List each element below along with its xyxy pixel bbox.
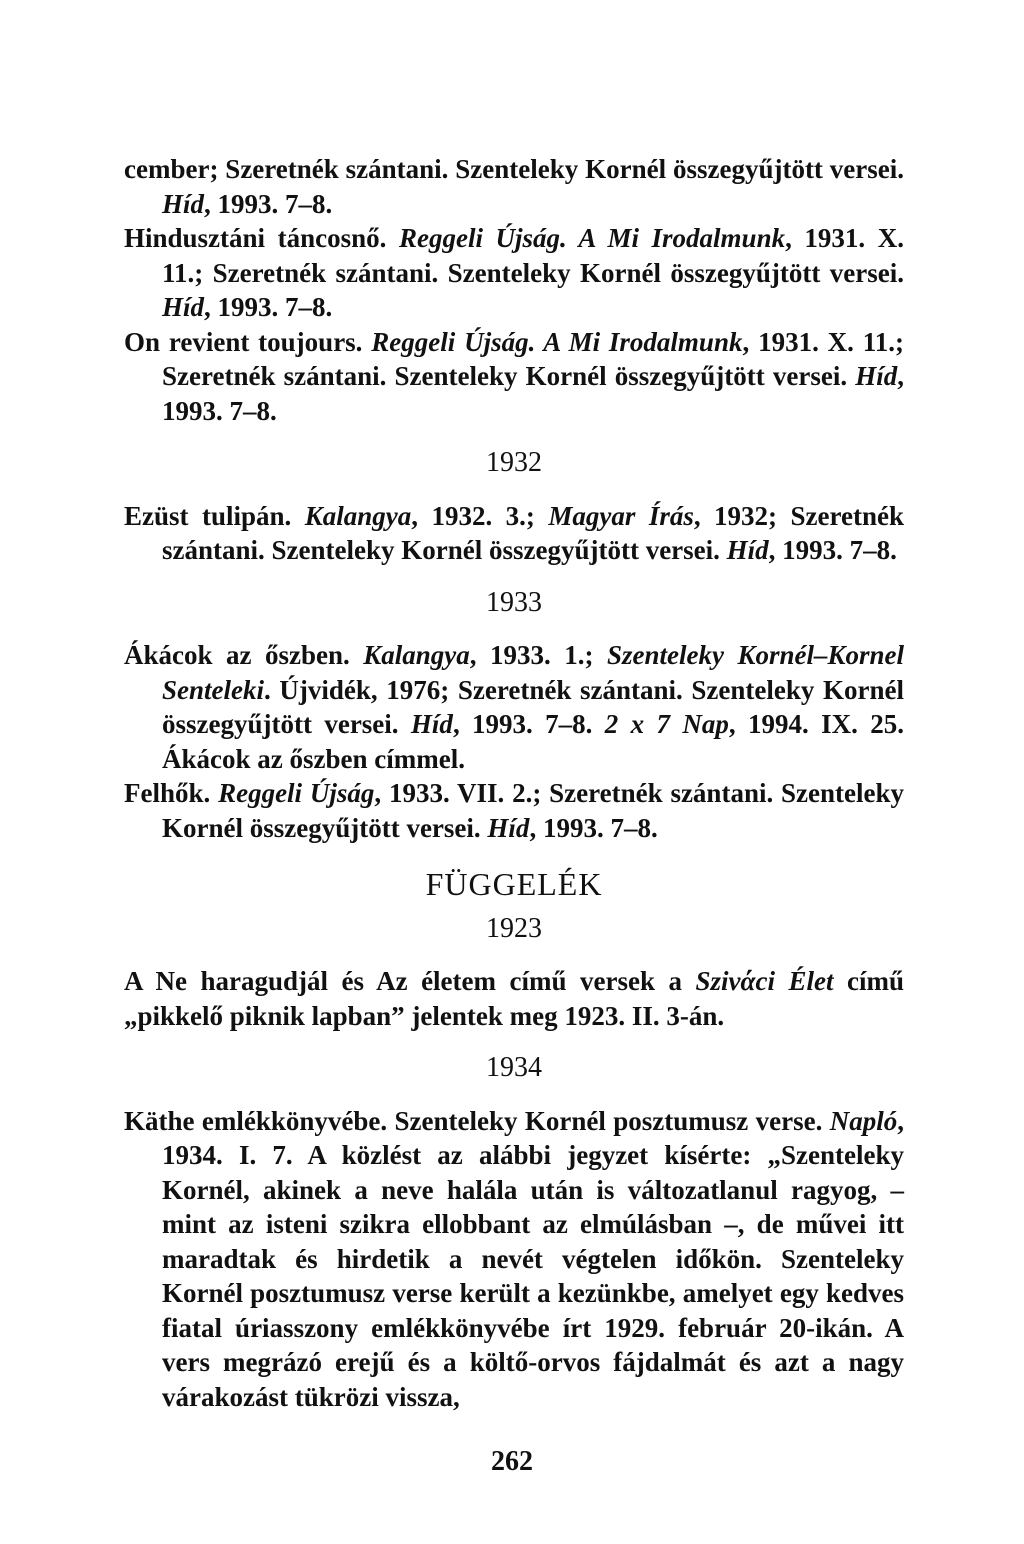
italic-title: Kalangya xyxy=(304,500,412,531)
text-run: cember; Szeretnék szántani. Szenteleky Kornél összegyűjtött versei. xyxy=(124,154,904,184)
italic-title: 2 x 7 Nap xyxy=(604,709,729,739)
text-run: , 1933. 1.; xyxy=(469,640,607,670)
italic-title: Reggeli Újság. A Mi Irodalmunk xyxy=(398,223,786,253)
italic-title: Híd xyxy=(410,709,453,739)
bibliography-entry xyxy=(124,1104,904,1415)
entries-1934 xyxy=(124,1104,904,1415)
text-run: című „pikkelő piknik lapban” jelentek meg 1923. II. 3-án. xyxy=(124,966,904,1031)
bibliography-entry xyxy=(124,221,904,325)
year-heading-1933: 1933 xyxy=(486,586,542,618)
italic-title: Híd xyxy=(487,812,530,843)
year-heading-1923: 1923 xyxy=(486,912,542,944)
text-run: , 1993. 7–8. xyxy=(204,188,333,219)
italic-title: Kalangya xyxy=(363,640,470,670)
text-run: A Ne haragudjál és Az életem című versek a xyxy=(124,966,696,996)
text-run: Ákácok az őszben. xyxy=(124,640,364,670)
paragraph-1923 xyxy=(124,964,904,1033)
italic-title: Reggeli Újság xyxy=(218,778,375,808)
text-run: , 1932. 3.; xyxy=(411,500,549,531)
italic-title: Híd xyxy=(162,292,205,322)
text-run: , 1932; Szeretnék szántani. Szenteleky Kornél összegyűjtött versei. xyxy=(162,500,904,565)
text-run: On revient toujours. xyxy=(124,326,372,357)
page-number: 262 xyxy=(491,1446,533,1477)
italic-title: Szivάci Élet xyxy=(695,966,834,996)
italic-title: Híd xyxy=(162,188,205,219)
text-run: , 1993. 7–8. xyxy=(529,812,658,843)
italic-title: Reggeli Újság. A Mi Irodalmunk xyxy=(371,326,743,357)
text-run: , 1993. 7–8. xyxy=(452,709,605,739)
italic-title: Híd xyxy=(726,535,769,565)
italic-title: Híd xyxy=(855,361,898,391)
bibliography-entry xyxy=(124,152,904,221)
text-run: , 1933. VII. 2.; Szeretnék szántani. Szenteleky Kornél összegyűjtött versei. xyxy=(162,778,904,843)
year-heading-1932: 1932 xyxy=(486,447,542,478)
text-run: Felhők. xyxy=(124,778,219,808)
entries-top xyxy=(124,152,904,428)
text-run: , 1994. IX. 25. Ákácok az őszben címmel. xyxy=(162,709,905,774)
text-run: , 1934. I. 7. A közlést az alábbi jegyzet kísérte: „Szenteleky Kornél, akinek a neve halála után is változatlanul ragyog, – mint az isteni szikra ellobbant az elmúlásban –, de művei itt maradtak és hirdetik a nevét végtelen időkön. Szenteleky Kornél posztumusz verse került a kezünkbe, amelyet egy kedves fiatal úriasszony emlékkönyvébe írt 1929. február 20-ikán. A vers megrázó erejű és a költő-orvos fájdalmát és azt a nagy várakozást tükrözi vissza, xyxy=(162,1105,904,1412)
text-run: , 1993. 7–8. xyxy=(768,535,897,565)
italic-title: Magyar Írás xyxy=(548,500,694,531)
bibliography-entry xyxy=(124,325,904,429)
bibliography-entry xyxy=(124,638,904,776)
appendix-heading: FÜGGELÉK xyxy=(425,866,603,902)
page-text xyxy=(124,152,904,1414)
italic-title: Napló xyxy=(829,1105,898,1136)
entries-1933 xyxy=(124,638,904,845)
year-heading-1934: 1934 xyxy=(486,1052,542,1083)
text-run: , 1931. X. 11.; Szeretnék szántani. Szenteleky Kornél összegyűjtött versei. xyxy=(162,223,904,288)
italic-title: Szenteleky Kornél–Kornel Senteleki xyxy=(162,640,905,705)
entries-1932 xyxy=(124,499,904,568)
bibliography-entry xyxy=(124,776,904,845)
text-run: . Újvidék, 1976; Szeretnék szántani. Szenteleky Kornél összegyűjtött versei. xyxy=(162,674,904,739)
bibliography-entry xyxy=(124,499,904,568)
text-run: Ezüst tulipán. xyxy=(124,500,305,531)
text-run: , 1993. 7–8. xyxy=(204,292,333,322)
text-run: Hindusztáni táncosnő. xyxy=(124,223,399,253)
text-run: Käthe emlékkönyvébe. Szenteleky Kornél posztumusz verse. xyxy=(124,1105,830,1136)
text-run: , 1993. 7–8. xyxy=(162,361,904,426)
text-run: , 1931. X. 11.; Szeretnék szántani. Szenteleky Kornél összegyűjtött versei. xyxy=(162,326,904,391)
